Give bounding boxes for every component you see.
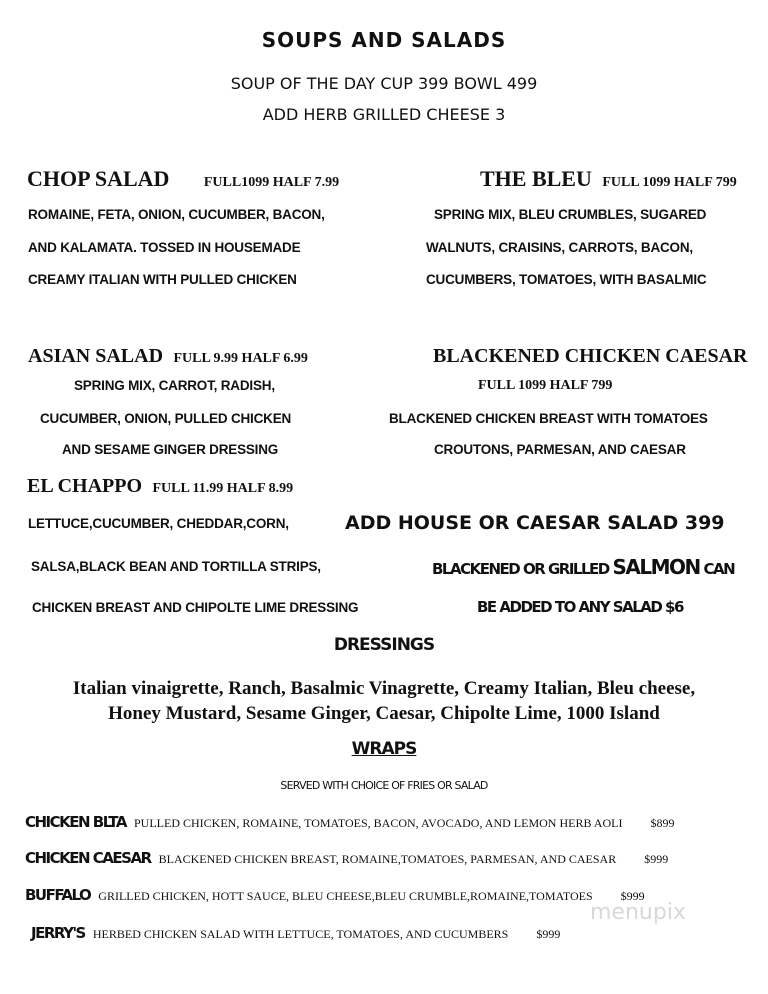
item-desc: SPRING MIX, BLEU CRUMBLES, SUGARED (434, 207, 707, 222)
item-desc: CHICKEN BREAST AND CHIPOLTE LIME DRESSING (32, 600, 359, 615)
item-desc: AND KALAMATA. TOSSED IN HOUSEMADE (28, 240, 301, 255)
item-desc: SALSA,BLACK BEAN AND TORTILLA STRIPS, (31, 559, 321, 574)
wrap-name: BUFFALO (25, 886, 91, 904)
item-desc: CROUTONS, PARMESAN, AND CAESAR (434, 442, 686, 457)
item-desc: AND SESAME GINGER DRESSING (62, 442, 279, 457)
wrap-item (25, 886, 645, 904)
item-desc: LETTUCE,CUCUMBER, CHEDDAR,CORN, (28, 516, 289, 531)
salmon-addon-line1 (432, 555, 734, 579)
salmon-word: SALMON (612, 555, 700, 579)
soup-of-the-day: SOUP OF THE DAY CUP 399 BOWL 499 (230, 74, 538, 93)
section-title-soups-salads: SOUPS AND SALADS (261, 28, 507, 52)
salmon-addon-line2: BE ADDED TO ANY SALAD $6 (477, 598, 683, 616)
item-name: ASIAN SALAD (28, 345, 164, 367)
item-price: FULL 1099 HALF 799 (478, 378, 613, 393)
item-name: CHOP SALAD (27, 166, 170, 191)
wrap-name: JERRY'S (31, 924, 85, 942)
item-desc: SPRING MIX, CARROT, RADISH, (74, 378, 275, 393)
wrap-item (25, 849, 668, 867)
dressings-line-2: Honey Mustard, Sesame Ginger, Caesar, Chipolte Lime, 1000 Island (108, 703, 660, 724)
dressings-title: DRESSINGS (333, 635, 435, 655)
wrap-price: $899 (650, 816, 675, 830)
item-desc: WALNUTS, CRAISINS, CARROTS, BACON, (426, 240, 693, 255)
add-house-caesar: ADD HOUSE OR CAESAR SALAD 399 (345, 512, 725, 534)
item-name: EL CHAPPO (27, 475, 143, 497)
item-desc: BLACKENED CHICKEN BREAST WITH TOMATOES (389, 411, 708, 426)
wrap-price: $999 (620, 889, 645, 903)
item-name: THE BLEU (480, 166, 592, 191)
wrap-item (31, 924, 560, 942)
item-price: FULL 9.99 HALF 6.99 (173, 351, 308, 366)
wrap-desc: BLACKENED CHICKEN BREAST, ROMAINE,TOMATOES, PARMESAN, AND CAESAR (158, 852, 617, 866)
item-price: FULL 1099 HALF 799 (602, 175, 737, 190)
chop-salad-header (27, 166, 339, 192)
wrap-price: $999 (536, 927, 561, 941)
wrap-desc: PULLED CHICKEN, ROMAINE, TOMATOES, BACON, AVOCADO, AND LEMON HERB AOLI (133, 816, 623, 830)
wraps-subtitle: SERVED WITH CHOICE OF FRIES OR SALAD (280, 779, 488, 792)
wrap-name: CHICKEN BLTA (25, 813, 126, 831)
wrap-desc: GRILLED CHICKEN, HOTT SAUCE, BLEU CHEESE,BLEU CRUMBLE,ROMAINE,TOMATOES (98, 889, 593, 903)
add-grilled-cheese: ADD HERB GRILLED CHEESE 3 (262, 105, 506, 124)
wraps-title: WRAPS (351, 739, 417, 759)
asian-salad-header (28, 345, 308, 368)
item-price: FULL 11.99 HALF 8.99 (152, 481, 294, 496)
item-desc: ROMAINE, FETA, ONION, CUCUMBER, BACON, (28, 207, 325, 222)
salmon-post: CAN (699, 560, 735, 578)
wrap-desc: HERBED CHICKEN SALAD WITH LETTUCE, TOMATOES, AND CUCUMBERS (92, 927, 509, 941)
item-desc: CUCUMBER, ONION, PULLED CHICKEN (40, 411, 292, 426)
item-desc: CREAMY ITALIAN WITH PULLED CHICKEN (28, 272, 297, 287)
item-desc: CUCUMBERS, TOMATOES, WITH BASALMIC (426, 272, 707, 287)
item-price: FULL1099 HALF 7.99 (203, 175, 340, 190)
dressings-line-1: Italian vinaigrette, Ranch, Basalmic Vinagrette, Creamy Italian, Bleu cheese, (72, 678, 696, 699)
the-bleu-header (480, 166, 737, 192)
wrap-item (25, 813, 674, 831)
wrap-price: $999 (644, 852, 669, 866)
el-chappo-header (27, 475, 293, 498)
salmon-pre: BLACKENED OR GRILLED (432, 560, 613, 578)
watermark: menupix (590, 900, 686, 925)
wrap-name: CHICKEN CAESAR (25, 849, 151, 867)
item-name: BLACKENED CHICKEN CAESAR (433, 345, 748, 367)
